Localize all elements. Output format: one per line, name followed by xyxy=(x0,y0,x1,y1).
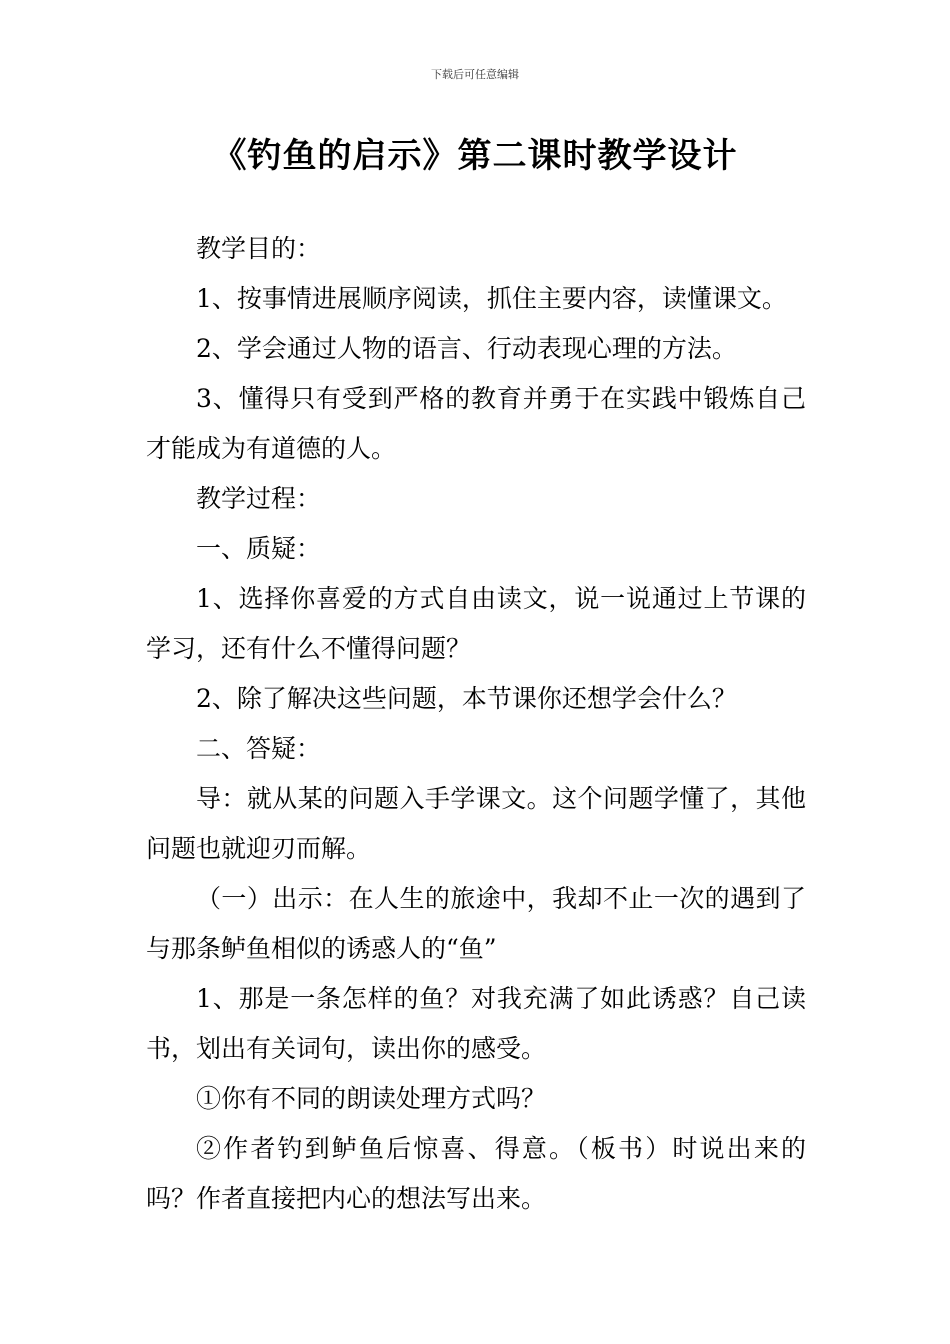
paragraph-goal-1: 1、按事情进展顺序阅读，抓住主要内容，读懂课文。 xyxy=(196,284,787,313)
document-title: 《钓鱼的启示》第二课时教学设计 xyxy=(212,136,738,176)
paragraph-question-2: 2、除了解决这些问题，本节课你还想学会什么？ xyxy=(196,684,737,713)
paragraph-teaching-process-heading: 教学过程： xyxy=(196,484,322,513)
paragraph-activity-1: 1、那是一条怎样的鱼？对我充满了如此诱惑？自己读书，划出有关词句，读出你的感受。 xyxy=(146,984,806,1063)
paragraph-goal-2: 2、学会通过人物的语言、行动表现心理的方法。 xyxy=(196,334,737,363)
paragraph-question-1: 1、选择你喜爱的方式自由读文，说一说通过上节课的学习，还有什么不懂得问题？ xyxy=(146,584,806,663)
header-note: 下载后可任意编辑 xyxy=(431,68,519,81)
paragraph-sub-item-2: ②作者钓到鲈鱼后惊喜、得意。（板书）时说出来的吗？作者直接把内心的想法写出来。 xyxy=(146,1134,806,1213)
paragraph-guide: 导：就从某的问题入手学课文。这个问题学懂了，其他问题也就迎刃而解。 xyxy=(146,784,806,863)
document-body xyxy=(146,224,806,1224)
paragraph-section-questioning: 一、质疑： xyxy=(196,534,322,563)
paragraph-display-quote: （一）出示：在人生的旅途中，我却不止一次的遇到了与那条鲈鱼相似的诱惑人的“鱼” xyxy=(146,884,806,963)
paragraph-section-answering: 二、答疑： xyxy=(196,734,322,763)
paragraph-sub-item-1: ①你有不同的朗读处理方式吗？ xyxy=(196,1084,547,1113)
paragraph-teaching-goals-heading: 教学目的： xyxy=(196,234,322,263)
paragraph-goal-3: 3、懂得只有受到严格的教育并勇于在实践中锻炼自己才能成为有道德的人。 xyxy=(146,384,806,463)
